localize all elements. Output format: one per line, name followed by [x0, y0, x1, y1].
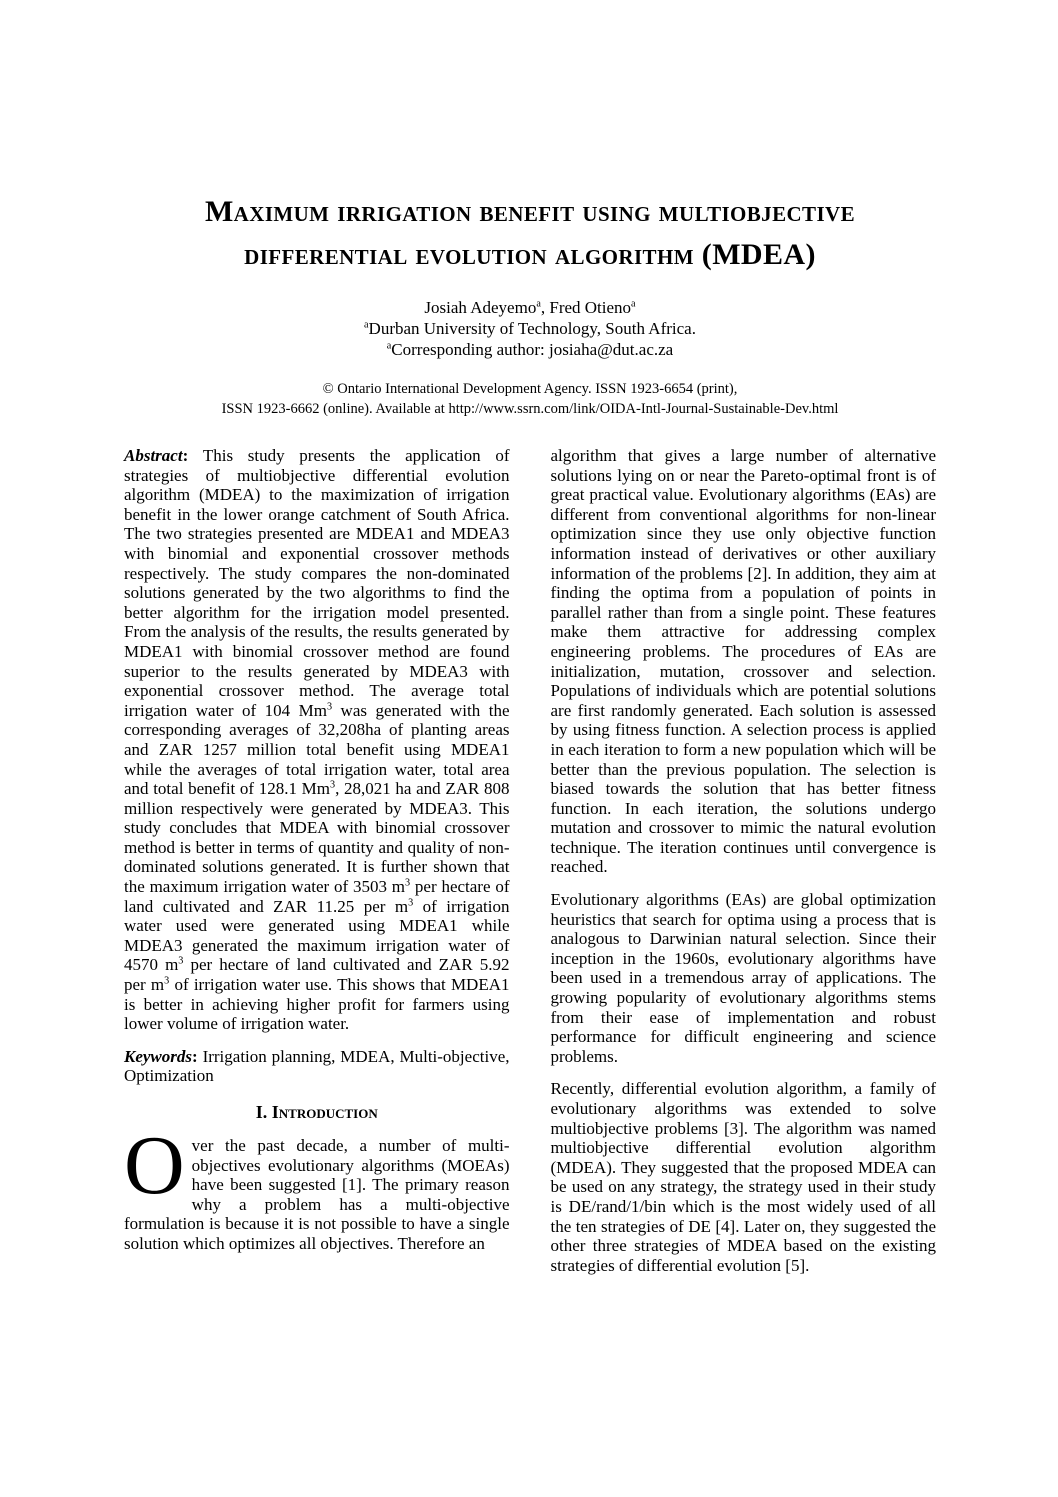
introduction-paragraph-1	[124, 1119, 510, 1254]
left-column	[124, 446, 510, 1275]
section-heading-introduction: I. Introduction	[255, 1102, 378, 1122]
page-content	[124, 190, 936, 1275]
introduction-paragraph-1-text: ver the past decade, a number of multi-objectives evolutionary algorithms (MOEAs) have been suggested [1]. The primary reason why a problem has a multi-objective formulation is because it is not possible to have a single solution which optimizes all objectives. Therefore an	[124, 1136, 510, 1253]
drop-cap-letter: O	[124, 1119, 185, 1212]
introduction-paragraph-1-continuation: algorithm that gives a large number of alternative solutions lying on or near the Pareto-optimal front is of great practical value. Evolutionary algorithms (EAs) are different from conventional algorithms for non-linear optimization since they use only objective function information instead of derivatives or other auxiliary information of the problems [2]. In addition, they aim at finding the optima from a population of points in parallel rather than from a single point. These features make them attractive for addressing complex engineering problems. The procedures of EAs are initialization, mutation, crossover and selection. Populations of individuals which are potential solutions are first randomly generated. Each solution is assessed by using fitness function. A selection process is applied in each iteration to form a new population which will be better than the previous population. The selection is biased towards the solution that has better fitness function. In each iteration, the solutions undergo mutation and crossover to mimic the natural evolution technique. The iteration continues until convergence is reached.	[550, 446, 936, 877]
paper-title: Maximum irrigation benefit using multiobjective differential evolution algorithm (MDEA)	[204, 195, 856, 271]
availability-url-line: ISSN 1923-6662 (online). Available at http://www.ssrn.com/link/OIDA-Intl-Journal-Sustainable-Dev.html	[221, 401, 839, 417]
right-column	[551, 446, 937, 1275]
abstract-paragraph: Abstract: This study presents the application of strategies of multiobjective differential evolution algorithm (MDEA) to the maximization of irrigation benefit in the lower orange catchment of South Africa. The two strategies presented are MDEA1 and MDEA3 with binomial and exponential crossover methods respectively. The study compares the non-dominated solutions generated by the two algorithms to find the better algorithm for the irrigation model presented. From the analysis of the results, the results generated by MDEA1 with binomial crossover method are found superior to the results generated by MDEA3 with exponential crossover method. The average total irrigation water of 104 Mm$^3$ was generated with the corresponding averages of 32,208ha of planting areas and ZAR 1257 million total benefit using MDEA1 while the averages of total irrigation water, total area and total benefit of 128.1 Mm$^3$, 28,021 ha and ZAR 808 million respectively were generated by MDEA3. This study concludes that MDEA with binomial crossover method is better in terms of quantity and quality of non-dominated solutions generated. It is further shown that the maximum irrigation water of 3503 $m^3$ per hectare of land cultivated and ZAR 11.25 per $m^3$ of irrigation water used were generated using MDEA1 while MDEA3 generated the maximum irrigation water of 4570 $m^3$ per hectare of land cultivated and ZAR 5.92 per $m^3$ of irrigation water use. This shows that MDEA1 is better in achieving higher profit for farmers using lower volume of irrigation water.	[124, 446, 510, 1034]
author-affiliation: $^a$Durban University of Technology, South Africa.	[364, 319, 696, 338]
two-column-body	[124, 446, 936, 1275]
introduction-paragraph-2: Evolutionary algorithms (EAs) are global optimization heuristics that search for optima using a process that is analogous to Darwinian natural selection. Since their inception in the 1960s, evolutionary algorithms have been used in a tremendous array of applications. The growing popularity of evolutionary algorithms stems from their ease of implementation and robust performance for difficult engineering and science problems.	[550, 890, 936, 1066]
copyright-issn-line: © Ontario International Development Agency. ISSN 1923-6654 (print),	[322, 381, 738, 397]
corresponding-author-line: $^a$Corresponding author: josiaha@dut.ac.za	[386, 340, 674, 359]
keywords-paragraph: Keywords: Irrigation planning, MDEA, Multi-objective, Optimization	[124, 1046, 510, 1086]
introduction-paragraph-3: Recently, differential evolution algorithm, a family of evolutionary algorithms was extended to solve multiobjective problems [3]. The algorithm was named multiobjective differential evolution algorithm (MDEA). They suggested that the proposed MDEA can be used on any strategy, the strategy used in their study is DE/rand/1/bin which is the most widely used of all the ten strategies of DE [4]. Later on, they suggested the other three strategies of MDEA based on the existing strategies of differential evolution [5].	[550, 1079, 936, 1275]
author-names: Josiah Adeyemo$^a$, Fred Otieno$^a$	[424, 298, 636, 317]
publisher-block	[124, 379, 936, 419]
author-block	[124, 297, 936, 360]
